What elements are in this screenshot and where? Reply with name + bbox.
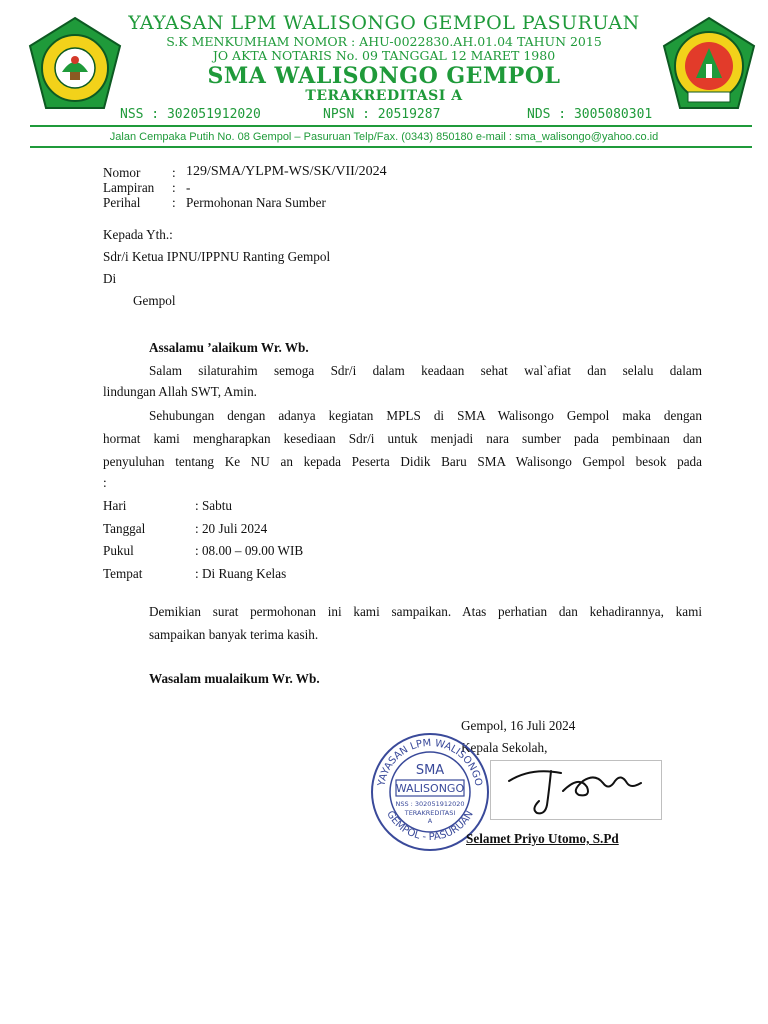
paragraph-1-line-1: Salam silaturahim semoga Sdr/i dalam keadaan sehat wal`afiat dan selalu dalam — [149, 363, 702, 378]
paragraph-2-line-3: penyuluhan tentang Ke NU an kepada Peserta Didik Baru SMA Walisongo Gempol besok pada — [103, 454, 702, 469]
school-address: Jalan Cempaka Putih No. 08 Gempol – Pasuruan Telp/Fax. (0343) 850180 e-mail : sma_walisongo@yahoo.co.id — [109, 131, 659, 143]
stamp-center-1: SMA — [415, 763, 445, 778]
stamp-accreditation-grade: A — [427, 817, 433, 825]
detail-label-hari: Hari — [103, 498, 127, 513]
stamp-nss: NSS : 302051912020 — [395, 800, 465, 808]
npsn-number: NPSN : 20519287 — [323, 107, 441, 122]
signer-name: Selamet Priyo Utomo, S.Pd — [466, 831, 619, 846]
paragraph-3-line-1: Demikian surat permohonan ini kami sampaikan. Atas perhatian dan kehadirannya, kami — [149, 604, 702, 619]
recipient-place: Gempol — [133, 293, 176, 308]
school-name: SMA WALISONGO GEMPOL — [207, 63, 561, 89]
paragraph-3-line-2: sampaikan banyak terima kasih. — [149, 627, 319, 642]
nds-number: NDS : 3005080301 — [527, 107, 653, 122]
detail-value-pukul: : 08.00 – 09.00 WIB — [195, 543, 304, 558]
lampiran-separator: : — [172, 180, 176, 195]
nss-number: NSS : 302051912020 — [120, 107, 261, 122]
paragraph-1-line-2: lindungan Allah SWT, Amin. — [103, 384, 257, 399]
detail-label-tanggal: Tanggal — [103, 521, 146, 536]
stamp-ring-bottom: GEMPOL - PASURUAN — [384, 809, 476, 844]
letterhead-divider-bottom — [30, 146, 752, 148]
recipient-di: Di — [103, 271, 117, 286]
recipient-name: Sdr/i Ketua IPNU/IPPNU Ranting Gempol — [103, 249, 331, 264]
perihal-value: Permohonan Nara Sumber — [186, 195, 326, 210]
stamp-ring-top: YAYASAN LPM WALISONGO — [376, 737, 484, 788]
foundation-name: YAYASAN LPM WALISONGO GEMPOL PASURUAN — [128, 12, 640, 34]
nomor-label: Nomor — [103, 165, 141, 180]
paragraph-2-line-4: : — [103, 475, 107, 490]
signature-image — [490, 760, 662, 820]
closing: Wasalam mualaikum Wr. Wb. — [149, 671, 320, 686]
nomor-separator: : — [172, 165, 176, 180]
detail-label-pukul: Pukul — [103, 543, 134, 558]
decree-line: S.K MENKUMHAM NOMOR : AHU-0022830.AH.01.04 TAHUN 2015 — [166, 34, 602, 49]
nomor-value: 129/SMA/YLPM-WS/SK/VII/2024 — [186, 164, 387, 179]
letterhead-divider-top — [30, 125, 752, 127]
detail-value-tanggal: : 20 Juli 2024 — [195, 521, 268, 536]
lampiran-label: Lampiran — [103, 180, 155, 195]
accreditation: TERAKREDITASI A — [305, 88, 463, 104]
place-date: Gempol, 16 Juli 2024 — [461, 718, 576, 733]
notary-line: JO AKTA NOTARIS No. 09 TANGGAL 12 MARET 1980 — [212, 48, 556, 63]
perihal-separator: : — [172, 195, 176, 210]
lampiran-value: - — [186, 180, 191, 195]
stamp-center-2: WALISONGO — [395, 782, 465, 795]
greeting: Assalamu ’alaikum Wr. Wb. — [149, 340, 309, 355]
stamp-accreditation: TERAKREDITASI — [404, 809, 456, 817]
paragraph-2-line-2: hormat kami mengharapkan kesediaan Sdr/i untuk menjadi nara sumber pada pembinaan dan — [103, 431, 702, 446]
detail-value-tempat: : Di Ruang Kelas — [195, 566, 287, 581]
perihal-label: Perihal — [103, 195, 141, 210]
paragraph-2-line-1: Sehubungan dengan adanya kegiatan MPLS di SMA Walisongo Gempol maka dengan — [149, 408, 702, 423]
foundation-logo — [26, 16, 124, 114]
school-logo — [660, 16, 758, 114]
recipient-to: Kepada Yth.: — [103, 227, 173, 242]
signer-title: Kepala Sekolah, — [461, 740, 548, 755]
detail-value-hari: : Sabtu — [195, 498, 232, 513]
detail-label-tempat: Tempat — [103, 566, 143, 581]
